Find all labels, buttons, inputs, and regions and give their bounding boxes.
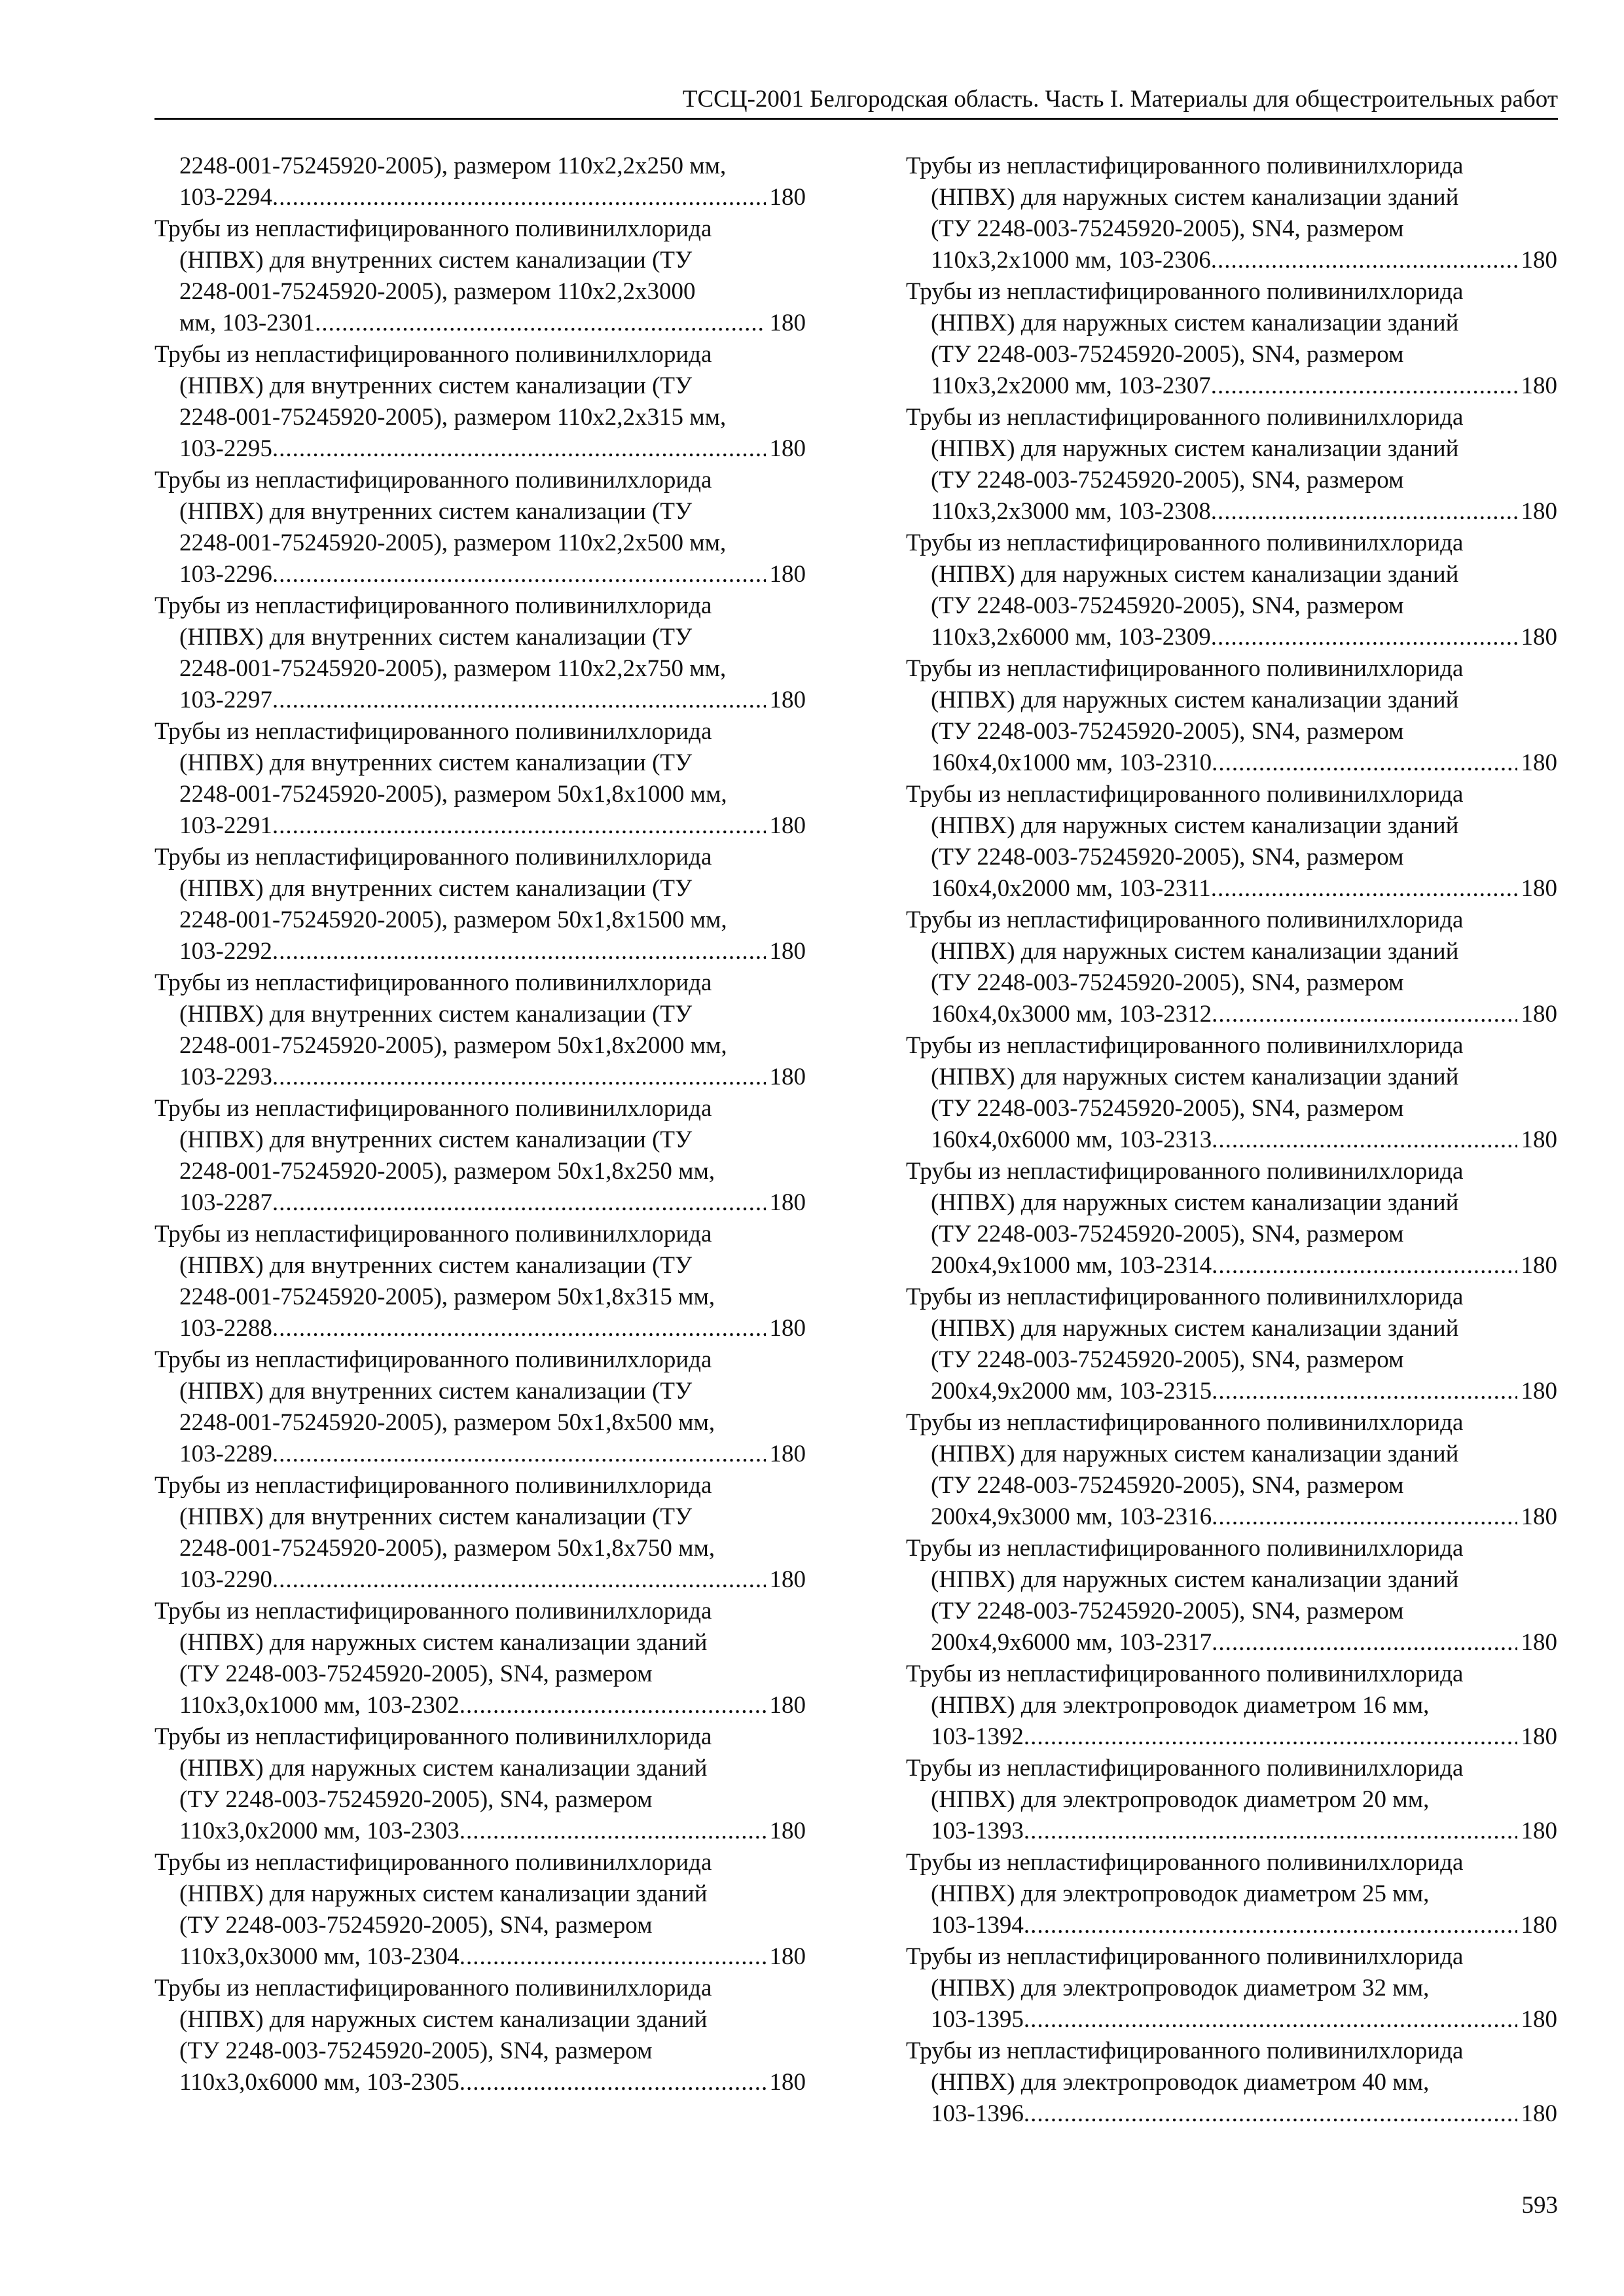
entry-text-line: (ТУ 2248-003-75245920-2005), SN4, размером bbox=[931, 969, 1404, 996]
entry-last-line bbox=[931, 1250, 1557, 1282]
entry-text-line: (НПВХ) для наружных систем канализации зданий bbox=[179, 1629, 708, 1656]
entry-text-line: 2248-001-75245920-2005), размером 50x1,8x1500 мм, bbox=[179, 906, 727, 933]
entry-text-line: (НПВХ) для наружных систем канализации зданий bbox=[931, 938, 1459, 965]
index-entry bbox=[906, 151, 1557, 276]
index-entry bbox=[906, 1282, 1557, 1407]
dot-leader bbox=[1212, 1376, 1517, 1407]
entry-last-line bbox=[931, 1627, 1557, 1659]
index-entry bbox=[154, 1847, 806, 1973]
entry-text-line: Трубы из непластифицированного поливинилхлорида bbox=[906, 278, 1464, 305]
entry-text-line: (НПВХ) для наружных систем канализации зданий bbox=[931, 184, 1459, 211]
entry-text-line: Трубы из непластифицированного поливинилхлорида bbox=[154, 341, 712, 368]
entry-text-line: (НПВХ) для электропроводок диаметром 25 мм, bbox=[931, 1880, 1430, 1907]
entry-code: 200x4,9x3000 мм, 103-2316 bbox=[931, 1503, 1212, 1530]
entry-text-line: (НПВХ) для внутренних систем канализации (ТУ bbox=[179, 1378, 693, 1405]
entry-page-ref: 180 bbox=[1521, 1723, 1557, 1750]
entry-text-line: (НПВХ) для внутренних систем канализации (ТУ bbox=[179, 1001, 693, 1028]
entry-text-line: (ТУ 2248-003-75245920-2005), SN4, размером bbox=[931, 1095, 1404, 1122]
entry-text-line: (НПВХ) для внутренних систем канализации (ТУ bbox=[179, 624, 693, 651]
entry-code: 110x3,0x2000 мм, 103-2303 bbox=[179, 1818, 460, 1844]
entry-last-line bbox=[931, 1721, 1557, 1753]
index-entry bbox=[906, 1659, 1557, 1753]
entry-text-line: Трубы из непластифицированного поливинилхлорида bbox=[906, 1755, 1464, 1782]
entry-page-ref: 180 bbox=[769, 1818, 806, 1844]
index-entry bbox=[906, 1407, 1557, 1533]
page-number: 593 bbox=[1521, 2192, 1558, 2219]
entry-text-line: Трубы из непластифицированного поливинилхлорида bbox=[154, 1472, 712, 1499]
entry-last-line bbox=[931, 2098, 1557, 2130]
entry-text-line: (НПВХ) для внутренних систем канализации (ТУ bbox=[179, 1126, 693, 1153]
entry-code: 110x3,0x6000 мм, 103-2305 bbox=[179, 2069, 460, 2096]
entry-text-line: (НПВХ) для наружных систем канализации зданий bbox=[931, 310, 1459, 336]
entry-code: 160x4,0x3000 мм, 103-2312 bbox=[931, 1001, 1212, 1028]
entry-code: 103-1394 bbox=[931, 1912, 1024, 1939]
entry-page-ref: 180 bbox=[769, 435, 806, 462]
entry-page-ref: 180 bbox=[1521, 1378, 1557, 1405]
index-entry bbox=[906, 1941, 1557, 2036]
index-column-right bbox=[906, 151, 1557, 2130]
entry-page-ref: 180 bbox=[769, 812, 806, 839]
index-entry bbox=[154, 1721, 806, 1847]
index-entry bbox=[906, 276, 1557, 402]
entry-last-line bbox=[931, 1910, 1557, 1941]
entry-text-line: 2248-001-75245920-2005), размером 50x1,8x2000 мм, bbox=[179, 1032, 727, 1059]
entry-code: 110x3,2x2000 мм, 103-2307 bbox=[931, 372, 1211, 399]
entry-last-line bbox=[179, 1816, 806, 1847]
index-entry bbox=[154, 339, 806, 465]
index-column-left bbox=[154, 151, 806, 2098]
entry-page-ref: 180 bbox=[769, 1692, 806, 1719]
entry-last-line bbox=[931, 370, 1557, 402]
entry-text-line: (НПВХ) для электропроводок диаметром 32 мм, bbox=[931, 1975, 1430, 2001]
entry-code: 110x3,2x3000 мм, 103-2308 bbox=[931, 498, 1211, 525]
dot-leader bbox=[272, 1313, 766, 1344]
index-entry bbox=[154, 1470, 806, 1596]
entry-text-line: (НПВХ) для электропроводок диаметром 16 мм, bbox=[931, 1692, 1430, 1719]
entry-text-line: Трубы из непластифицированного поливинилхлорида bbox=[906, 655, 1464, 682]
entry-text-line: Трубы из непластифицированного поливинилхлорида bbox=[906, 906, 1464, 933]
entry-last-line bbox=[179, 810, 806, 842]
entry-page-ref: 180 bbox=[769, 184, 806, 211]
entry-text-line: (ТУ 2248-003-75245920-2005), SN4, размером bbox=[931, 1221, 1404, 1247]
entry-text-line: 2248-001-75245920-2005), размером 50x1,8x250 мм, bbox=[179, 1158, 715, 1185]
index-entry bbox=[906, 528, 1557, 653]
entry-code: 200x4,9x1000 мм, 103-2314 bbox=[931, 1252, 1212, 1279]
header-title: ТССЦ-2001 Белгородская область. Часть I. Материалы для общестроительных работ bbox=[682, 86, 1558, 113]
entry-text-line: Трубы из непластифицированного поливинилхлорида bbox=[154, 1723, 712, 1750]
entry-code: 110x3,0x3000 мм, 103-2304 bbox=[179, 1943, 460, 1970]
entry-text-line: (ТУ 2248-003-75245920-2005), SN4, размером bbox=[179, 1660, 653, 1687]
entry-text-line: Трубы из непластифицированного поливинилхлорида bbox=[154, 592, 712, 619]
entry-page-ref: 180 bbox=[769, 1189, 806, 1216]
entry-last-line bbox=[179, 1062, 806, 1093]
entry-text-line: Трубы из непластифицированного поливинилхлорида bbox=[906, 404, 1464, 431]
entry-code: мм, 103-2301 bbox=[179, 310, 316, 336]
entry-last-line bbox=[931, 245, 1557, 276]
entry-text-line: (ТУ 2248-003-75245920-2005), SN4, размером bbox=[931, 467, 1404, 493]
entry-code: 103-1395 bbox=[931, 2006, 1024, 2033]
entry-code: 160x4,0x1000 мм, 103-2310 bbox=[931, 749, 1212, 776]
index-entry bbox=[154, 1219, 806, 1344]
entry-text-line: Трубы из непластифицированного поливинилхлорида bbox=[906, 1849, 1464, 1876]
entry-text-line: (ТУ 2248-003-75245920-2005), SN4, размером bbox=[931, 1472, 1404, 1499]
dot-leader bbox=[272, 1062, 766, 1093]
entry-text-line: 2248-001-75245920-2005), размером 110x2,2x750 мм, bbox=[179, 655, 727, 682]
entry-text-line: (ТУ 2248-003-75245920-2005), SN4, размером bbox=[931, 592, 1404, 619]
entry-text-line: Трубы из непластифицированного поливинилхлорида bbox=[154, 1849, 712, 1876]
entry-page-ref: 180 bbox=[1521, 372, 1557, 399]
entry-text-line: (НПВХ) для наружных систем канализации зданий bbox=[931, 1441, 1459, 1467]
entry-text-line: (НПВХ) для внутренних систем канализации (ТУ bbox=[179, 498, 693, 525]
entry-page-ref: 180 bbox=[1521, 1503, 1557, 1530]
entry-text-line: (НПВХ) для электропроводок диаметром 20 мм, bbox=[931, 1786, 1430, 1813]
index-entry bbox=[906, 1533, 1557, 1659]
entry-text-line: Трубы из непластифицированного поливинилхлорида bbox=[906, 1943, 1464, 1970]
entry-last-line bbox=[179, 433, 806, 465]
entry-last-line bbox=[179, 936, 806, 967]
entry-text-line: Трубы из непластифицированного поливинилхлорида bbox=[906, 2037, 1464, 2064]
entry-text-line: (НПВХ) для наружных систем канализации зданий bbox=[931, 687, 1459, 713]
entry-text-line: (ТУ 2248-003-75245920-2005), SN4, размером bbox=[179, 1912, 653, 1939]
entry-text-line: Трубы из непластифицированного поливинилхлорида bbox=[906, 152, 1464, 179]
index-entry bbox=[154, 151, 806, 213]
dot-leader bbox=[460, 1690, 766, 1721]
entry-code: 110x3,0x1000 мм, 103-2302 bbox=[179, 1692, 460, 1719]
entry-code: 103-2295 bbox=[179, 435, 272, 462]
entry-page-ref: 180 bbox=[769, 1441, 806, 1467]
dot-leader bbox=[315, 308, 765, 339]
entry-text-line: (НПВХ) для наружных систем канализации зданий bbox=[179, 1755, 708, 1782]
index-entry bbox=[154, 842, 806, 967]
entry-page-ref: 180 bbox=[1521, 624, 1557, 651]
dot-leader bbox=[1212, 999, 1517, 1030]
dot-leader bbox=[1212, 1124, 1517, 1156]
entry-text-line: (ТУ 2248-003-75245920-2005), SN4, размером bbox=[931, 844, 1404, 870]
dot-leader bbox=[1212, 1501, 1517, 1533]
entry-text-line: Трубы из непластифицированного поливинилхлорида bbox=[906, 781, 1464, 808]
entry-text-line: 2248-001-75245920-2005), размером 110x2,2x500 мм, bbox=[179, 529, 727, 556]
index-entry bbox=[906, 1030, 1557, 1156]
entry-text-line: 2248-001-75245920-2005), размером 50x1,8x1000 мм, bbox=[179, 781, 727, 808]
dot-leader bbox=[272, 810, 766, 842]
entry-last-line bbox=[931, 747, 1557, 779]
entry-page-ref: 180 bbox=[1521, 1001, 1557, 1028]
entry-last-line bbox=[931, 496, 1557, 528]
entry-page-ref: 180 bbox=[769, 1566, 806, 1593]
entry-page-ref: 180 bbox=[1521, 1818, 1557, 1844]
entry-text-line: Трубы из непластифицированного поливинилхлорида bbox=[906, 1660, 1464, 1687]
entry-text-line: (НПВХ) для наружных систем канализации зданий bbox=[931, 1315, 1459, 1342]
entry-page-ref: 180 bbox=[1521, 247, 1557, 274]
index-entry bbox=[154, 590, 806, 716]
entry-text-line: 2248-001-75245920-2005), размером 50x1,8x315 мм, bbox=[179, 1283, 715, 1310]
entry-text-line: (НПВХ) для наружных систем канализации зданий bbox=[931, 561, 1459, 588]
entry-code: 160x4,0x6000 мм, 103-2313 bbox=[931, 1126, 1212, 1153]
entry-code: 110x3,2x6000 мм, 103-2309 bbox=[931, 624, 1211, 651]
entry-text-line: (ТУ 2248-003-75245920-2005), SN4, размером bbox=[931, 341, 1404, 368]
entry-page-ref: 180 bbox=[1521, 2100, 1557, 2127]
dot-leader bbox=[1211, 622, 1517, 653]
entry-text-line: Трубы из непластифицированного поливинилхлорида bbox=[154, 969, 712, 996]
entry-last-line bbox=[179, 1187, 806, 1219]
dot-leader bbox=[1024, 1816, 1517, 1847]
entry-text-line: 2248-001-75245920-2005), размером 50x1,8x750 мм, bbox=[179, 1535, 715, 1562]
entry-last-line bbox=[179, 1313, 806, 1344]
entry-code: 103-2288 bbox=[179, 1315, 272, 1342]
entry-last-line bbox=[931, 873, 1557, 905]
entry-code: 160x4,0x2000 мм, 103-2311 bbox=[931, 875, 1211, 902]
entry-text-line: (НПВХ) для наружных систем канализации зданий bbox=[931, 435, 1459, 462]
entry-text-line: Трубы из непластифицированного поливинилхлорида bbox=[154, 1221, 712, 1247]
entry-code: 103-2294 bbox=[179, 184, 272, 211]
entry-text-line: (ТУ 2248-003-75245920-2005), SN4, размером bbox=[931, 718, 1404, 745]
dot-leader bbox=[460, 1816, 766, 1847]
entry-text-line: Трубы из непластифицированного поливинилхлорида bbox=[906, 1032, 1464, 1059]
entry-code: 103-2289 bbox=[179, 1441, 272, 1467]
entry-text-line: (ТУ 2248-003-75245920-2005), SN4, размером bbox=[931, 215, 1404, 242]
entry-text-line: (ТУ 2248-003-75245920-2005), SN4, размером bbox=[179, 1786, 653, 1813]
entry-text-line: Трубы из непластифицированного поливинилхлорида bbox=[154, 467, 712, 493]
entry-last-line bbox=[931, 1124, 1557, 1156]
entry-text-line: (НПВХ) для внутренних систем канализации (ТУ bbox=[179, 875, 693, 902]
dot-leader bbox=[1024, 1721, 1517, 1753]
entry-page-ref: 180 bbox=[769, 310, 806, 336]
entry-code: 103-2293 bbox=[179, 1064, 272, 1090]
entry-page-ref: 180 bbox=[769, 2069, 806, 2096]
entry-page-ref: 180 bbox=[1521, 498, 1557, 525]
entry-text-line: (НПВХ) для внутренних систем канализации (ТУ bbox=[179, 1252, 693, 1279]
entry-last-line bbox=[179, 1941, 806, 1973]
entry-page-ref: 180 bbox=[769, 687, 806, 713]
entry-code: 103-1393 bbox=[931, 1818, 1024, 1844]
entry-page-ref: 180 bbox=[1521, 2006, 1557, 2033]
entry-code: 200x4,9x2000 мм, 103-2315 bbox=[931, 1378, 1212, 1405]
entry-last-line bbox=[931, 1816, 1557, 1847]
entry-text-line: Трубы из непластифицированного поливинилхлорида bbox=[154, 1346, 712, 1373]
index-entry bbox=[154, 213, 806, 339]
entry-text-line: (НПВХ) для наружных систем канализации зданий bbox=[931, 1566, 1459, 1593]
index-entry bbox=[154, 1596, 806, 1721]
entry-code: 103-2291 bbox=[179, 812, 272, 839]
entry-text-line: (НПВХ) для внутренних систем канализации (ТУ bbox=[179, 1503, 693, 1530]
entry-text-line: (НПВХ) для внутренних систем канализации (ТУ bbox=[179, 372, 693, 399]
running-header bbox=[154, 81, 1558, 120]
entry-text-line: Трубы из непластифицированного поливинилхлорида bbox=[154, 718, 712, 745]
entry-last-line bbox=[179, 1439, 806, 1470]
entry-last-line bbox=[931, 1376, 1557, 1407]
index-entry bbox=[906, 1753, 1557, 1847]
index-entry bbox=[906, 1156, 1557, 1282]
dot-leader bbox=[1211, 496, 1517, 528]
index-entry bbox=[906, 653, 1557, 779]
index-entry bbox=[154, 1093, 806, 1219]
index-entry bbox=[906, 905, 1557, 1030]
dot-leader bbox=[272, 433, 766, 465]
entry-code: 103-2287 bbox=[179, 1189, 272, 1216]
dot-leader bbox=[272, 1439, 766, 1470]
entry-last-line bbox=[931, 2004, 1557, 2036]
entry-text-line: (НПВХ) для внутренних систем канализации (ТУ bbox=[179, 247, 693, 274]
dot-leader bbox=[1211, 245, 1517, 276]
entry-last-line bbox=[179, 2067, 806, 2098]
entry-code: 110x3,2x1000 мм, 103-2306 bbox=[931, 247, 1211, 274]
entry-page-ref: 180 bbox=[1521, 1126, 1557, 1153]
index-entry bbox=[154, 967, 806, 1093]
dot-leader bbox=[1212, 1627, 1517, 1659]
entry-text-line: Трубы из непластифицированного поливинилхлорида bbox=[154, 1095, 712, 1122]
entry-last-line bbox=[179, 182, 806, 213]
entry-last-line bbox=[931, 1501, 1557, 1533]
entry-page-ref: 180 bbox=[1521, 749, 1557, 776]
entry-page-ref: 180 bbox=[769, 938, 806, 965]
dot-leader bbox=[272, 1187, 766, 1219]
entry-text-line: Трубы из непластифицированного поливинилхлорида bbox=[906, 1158, 1464, 1185]
entry-text-line: Трубы из непластифицированного поливинилхлорида bbox=[154, 215, 712, 242]
index-entry bbox=[154, 1344, 806, 1470]
entry-text-line: (НПВХ) для электропроводок диаметром 40 мм, bbox=[931, 2069, 1430, 2096]
entry-code: 103-2292 bbox=[179, 938, 272, 965]
entry-code: 103-2296 bbox=[179, 561, 272, 588]
entry-last-line bbox=[179, 1690, 806, 1721]
entry-last-line bbox=[179, 1564, 806, 1596]
dot-leader bbox=[1024, 2004, 1517, 2036]
entry-code: 103-2290 bbox=[179, 1566, 272, 1593]
entry-code: 103-1392 bbox=[931, 1723, 1024, 1750]
index-entry bbox=[154, 465, 806, 590]
index-entry bbox=[906, 779, 1557, 905]
dot-leader bbox=[1211, 370, 1517, 402]
dot-leader bbox=[460, 1941, 766, 1973]
dot-leader bbox=[272, 936, 766, 967]
entry-text-line: (ТУ 2248-003-75245920-2005), SN4, размером bbox=[931, 1598, 1404, 1624]
dot-leader bbox=[272, 559, 766, 590]
entry-last-line bbox=[179, 685, 806, 716]
index-entry bbox=[906, 1847, 1557, 1941]
entry-last-line bbox=[931, 622, 1557, 653]
index-entry bbox=[154, 716, 806, 842]
entry-text-line: (НПВХ) для наружных систем канализации зданий bbox=[931, 812, 1459, 839]
index-entry bbox=[906, 402, 1557, 528]
entry-text-line: (НПВХ) для наружных систем канализации зданий bbox=[179, 1880, 708, 1907]
entry-text-line: Трубы из непластифицированного поливинилхлорида bbox=[906, 529, 1464, 556]
entry-text-line: (ТУ 2248-003-75245920-2005), SN4, размером bbox=[179, 2037, 653, 2064]
entry-code: 200x4,9x6000 мм, 103-2317 bbox=[931, 1629, 1212, 1656]
entry-last-line bbox=[179, 308, 806, 339]
dot-leader bbox=[1212, 1250, 1517, 1282]
entry-text-line: (НПВХ) для наружных систем канализации зданий bbox=[179, 2006, 708, 2033]
entry-text-line: 2248-001-75245920-2005), размером 110x2,2x250 мм, bbox=[179, 152, 727, 179]
entry-page-ref: 180 bbox=[1521, 1912, 1557, 1939]
entry-text-line: Трубы из непластифицированного поливинилхлорида bbox=[154, 844, 712, 870]
entry-last-line bbox=[179, 559, 806, 590]
entry-text-line: Трубы из непластифицированного поливинилхлорида bbox=[906, 1409, 1464, 1436]
dot-leader bbox=[460, 2067, 766, 2098]
entry-page-ref: 180 bbox=[769, 1943, 806, 1970]
entry-text-line: Трубы из непластифицированного поливинилхлорида bbox=[154, 1598, 712, 1624]
entry-text-line: 2248-001-75245920-2005), размером 110x2,2x315 мм, bbox=[179, 404, 727, 431]
index-entry bbox=[906, 2036, 1557, 2130]
entry-text-line: Трубы из непластифицированного поливинилхлорида bbox=[154, 1975, 712, 2001]
entry-text-line: (НПВХ) для наружных систем канализации зданий bbox=[931, 1064, 1459, 1090]
dot-leader bbox=[1024, 2098, 1517, 2130]
entry-code: 103-1396 bbox=[931, 2100, 1024, 2127]
dot-leader bbox=[1212, 747, 1517, 779]
entry-text-line: 2248-001-75245920-2005), размером 110x2,2x3000 bbox=[179, 278, 696, 305]
entry-page-ref: 180 bbox=[1521, 1629, 1557, 1656]
entry-text-line: (НПВХ) для внутренних систем канализации (ТУ bbox=[179, 749, 693, 776]
dot-leader bbox=[1024, 1910, 1517, 1941]
entry-text-line: Трубы из непластифицированного поливинилхлорида bbox=[906, 1283, 1464, 1310]
entry-page-ref: 180 bbox=[769, 1315, 806, 1342]
dot-leader bbox=[1211, 873, 1517, 905]
dot-leader bbox=[272, 685, 766, 716]
entry-page-ref: 180 bbox=[769, 561, 806, 588]
entry-page-ref: 180 bbox=[1521, 875, 1557, 902]
entry-code: 103-2297 bbox=[179, 687, 272, 713]
index-entry bbox=[154, 1973, 806, 2098]
entry-text-line: (ТУ 2248-003-75245920-2005), SN4, размером bbox=[931, 1346, 1404, 1373]
entry-text-line: Трубы из непластифицированного поливинилхлорида bbox=[906, 1535, 1464, 1562]
entry-last-line bbox=[931, 999, 1557, 1030]
dot-leader bbox=[272, 1564, 766, 1596]
entry-page-ref: 180 bbox=[769, 1064, 806, 1090]
dot-leader bbox=[272, 182, 766, 213]
entry-page-ref: 180 bbox=[1521, 1252, 1557, 1279]
entry-text-line: (НПВХ) для наружных систем канализации зданий bbox=[931, 1189, 1459, 1216]
entry-text-line: 2248-001-75245920-2005), размером 50x1,8x500 мм, bbox=[179, 1409, 715, 1436]
